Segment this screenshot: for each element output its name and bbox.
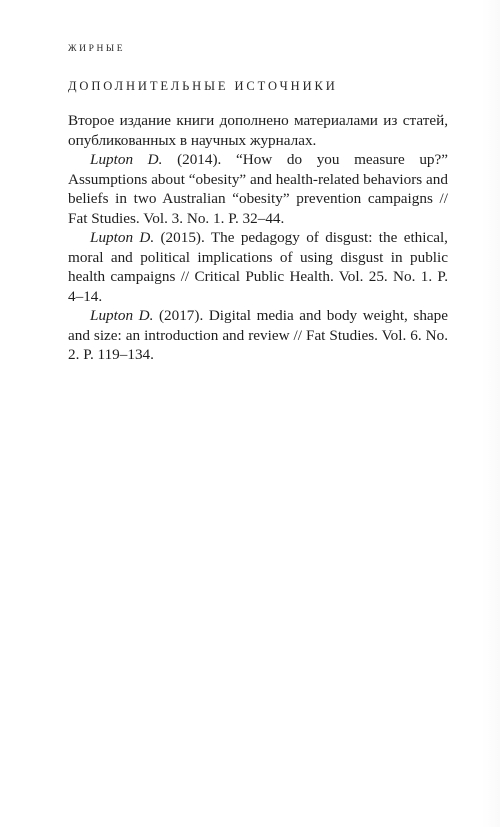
reference-author: Lupton D. [90,229,155,246]
reference-author: Lupton D. [90,307,154,324]
reference-text: (2014). “How do you measure up?” Assumptions about “obesity” and health-related behaviors and beliefs in two Australian “obesity” prevention campaigns // Fat Studies. Vol. 3. No. 1. P. 32–44. [68,151,448,227]
reference-item [68,228,448,306]
reference-text: (2017). Digital media and body weight, shape and size: an introduction and review // Fat Studies. Vol. 6. No. 2. P. 119–134. [68,307,449,363]
page-edge-shade [482,0,500,827]
intro-paragraph: Второе издание книги дополнено материалами из статей, опубликованных в научных журналах. [68,112,448,149]
section-title: ДОПОЛНИТЕЛЬНЫЕ ИСТОЧНИКИ [68,79,338,93]
reference-item [68,306,448,365]
body-text [68,111,448,365]
reference-text: (2015). The pedagogy of disgust: the ethical, moral and political implications of using disgust in public health campaigns // Critical Public Health. Vol. 25. No. 1. P. 4–14. [68,229,448,305]
reference-item [68,150,448,228]
running-head: ЖИРНЫЕ [68,44,126,54]
reference-author: Lupton D. [90,151,163,168]
